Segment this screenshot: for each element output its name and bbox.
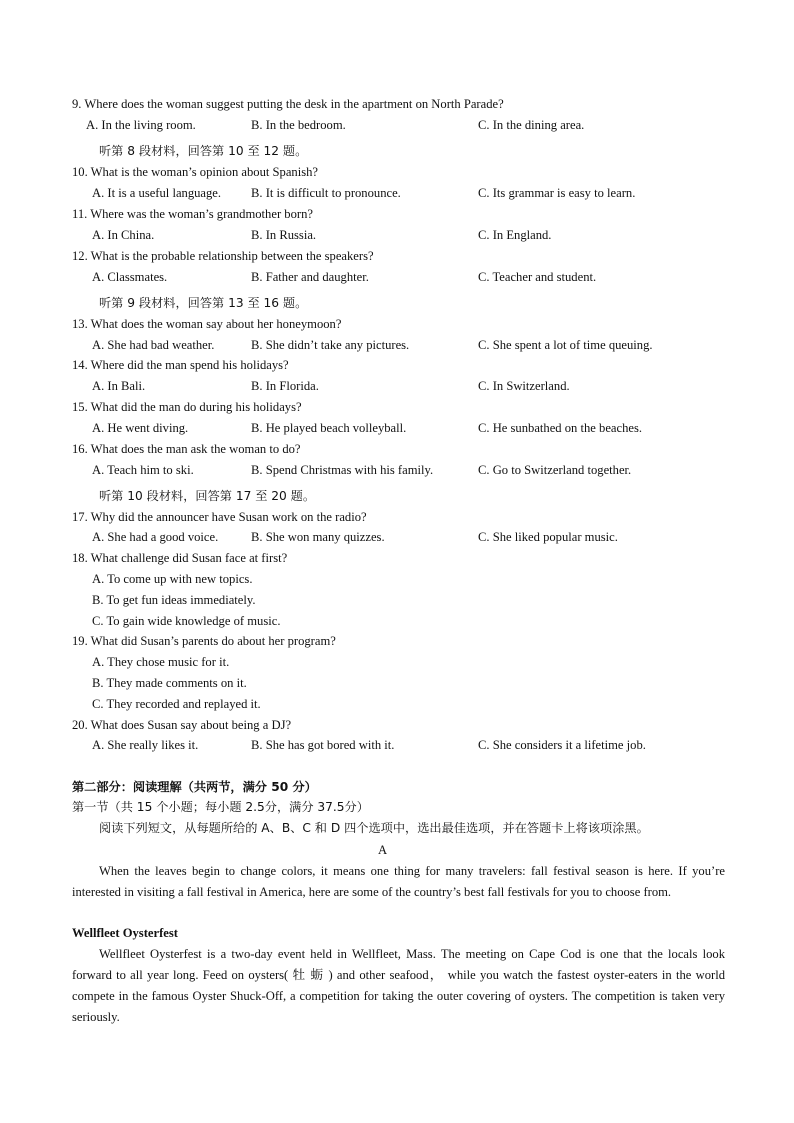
question-16-stem: 16. What does the man ask the woman to do? — [72, 442, 301, 456]
question-14-option-c: C. In Switzerland. — [478, 379, 570, 393]
question-12-stem: 12. What is the probable relationship between the speakers? — [72, 249, 374, 263]
question-14-option-b: B. In Florida. — [251, 379, 319, 393]
question-18-option-a: A. To come up with new topics. — [92, 572, 253, 586]
question-11-option-a: A. In China. — [92, 228, 155, 242]
question-9-option-b: B. In the bedroom. — [251, 118, 346, 132]
question-9-option-a: A. In the living room. — [86, 118, 196, 132]
question-18-option-b: B. To get fun ideas immediately. — [92, 593, 256, 607]
question-15-option-b: B. He played beach volleyball. — [251, 421, 407, 435]
question-11-option-c: C. In England. — [478, 228, 552, 242]
question-10-stem: 10. What is the woman’s opinion about Spanish? — [72, 165, 319, 179]
question-13-stem: 13. What does the woman say about her honeymoon? — [72, 317, 342, 331]
question-20-option-c: C. She considers it a lifetime job. — [478, 738, 646, 752]
question-19-option-a: A. They chose music for it. — [92, 655, 230, 669]
question-10-option-c: C. Its grammar is easy to learn. — [478, 186, 636, 200]
question-15-stem: 15. What did the man do during his holidays? — [72, 400, 302, 414]
passage-intro: When the leaves begin to change colors, it means one thing for many travelers: fall festival season is here. If you’re interested in visiting a fall festival in America, here are some of the country’s best fall festivals for you to choose from. — [72, 864, 725, 899]
question-15-option-c: C. He sunbathed on the beaches. — [478, 421, 643, 435]
question-17-option-b: B. She won many quizzes. — [251, 530, 385, 544]
question-10-option-a: A. It is a useful language. — [92, 186, 222, 200]
question-19-option-c: C. They recorded and replayed it. — [92, 697, 261, 711]
question-16-option-b: B. Spend Christmas with his family. — [251, 463, 434, 477]
question-16-option-c: C. Go to Switzerland together. — [478, 463, 632, 477]
question-19-stem: 19. What did Susan’s parents do about her program? — [72, 634, 336, 648]
question-20-option-b: B. She has got bored with it. — [251, 738, 395, 752]
question-17-option-a: A. She had a good voice. — [92, 530, 219, 544]
question-14-option-a: A. In Bali. — [92, 379, 146, 393]
question-12-option-a: A. Classmates. — [92, 270, 168, 284]
instruction-material-9: 听第 9 段材料，回答第 13 至 16 题。 — [99, 296, 308, 310]
reading-instruction: 阅读下列短文，从每题所给的 A、B、C 和 D 四个选项中，选出最佳选项，并在答题卡上将该项涂黑。 — [99, 821, 649, 835]
question-15-option-a: A. He went diving. — [92, 421, 189, 435]
question-17-stem: 17. Why did the announcer have Susan work on the radio? — [72, 510, 367, 524]
section-one-title: 第一节（共 15 个小题；每小题 2.5分，满分 37.5分） — [72, 800, 369, 814]
question-9-option-c: C. In the dining area. — [478, 118, 585, 132]
part-two-title: 第二部分：阅读理解（共两节，满分 50 分） — [72, 780, 317, 794]
instruction-material-8: 听第 8 段材料，回答第 10 至 12 题。 — [99, 144, 308, 158]
question-10-option-b: B. It is difficult to pronounce. — [251, 186, 401, 200]
question-19-option-b: B. They made comments on it. — [92, 676, 247, 690]
question-14-stem: 14. Where did the man spend his holidays? — [72, 358, 289, 372]
passage-label: A — [378, 843, 388, 857]
question-20-stem: 20. What does Susan say about being a DJ? — [72, 718, 292, 732]
question-20-option-a: A. She really likes it. — [92, 738, 199, 752]
question-17-option-c: C. She liked popular music. — [478, 530, 618, 544]
question-12-option-c: C. Teacher and student. — [478, 270, 597, 284]
question-16-option-a: A. Teach him to ski. — [92, 463, 194, 477]
festival-paragraph: Wellfleet Oysterfest is a two-day event held in Wellfleet, Mass. The meeting on Cape Cod is one that the locals look forward to all year long. Feed on oysters( 牡 蛎 ) and other seafood， while you watch the fastest oyster-eaters in the world compete in the famous Oyster Shuck-Off, a competition for taking the outer covering of oysters. The competition is taken very seriously. — [72, 947, 725, 1024]
question-13-option-a: A. She had bad weather. — [92, 338, 215, 352]
festival-heading: Wellfleet Oysterfest — [72, 926, 178, 940]
question-13-option-c: C. She spent a lot of time queuing. — [478, 338, 653, 352]
question-18-option-c: C. To gain wide knowledge of music. — [92, 614, 281, 628]
question-13-option-b: B. She didn’t take any pictures. — [251, 338, 410, 352]
question-9-stem: 9. Where does the woman suggest putting the desk in the apartment on North Parade? — [72, 97, 504, 111]
question-11-stem: 11. Where was the woman’s grandmother born? — [72, 207, 313, 221]
question-11-option-b: B. In Russia. — [251, 228, 317, 242]
instruction-material-10: 听第 10 段材料，回答第 17 至 20 题。 — [99, 489, 316, 503]
question-18-stem: 18. What challenge did Susan face at first? — [72, 551, 288, 565]
question-12-option-b: B. Father and daughter. — [251, 270, 369, 284]
